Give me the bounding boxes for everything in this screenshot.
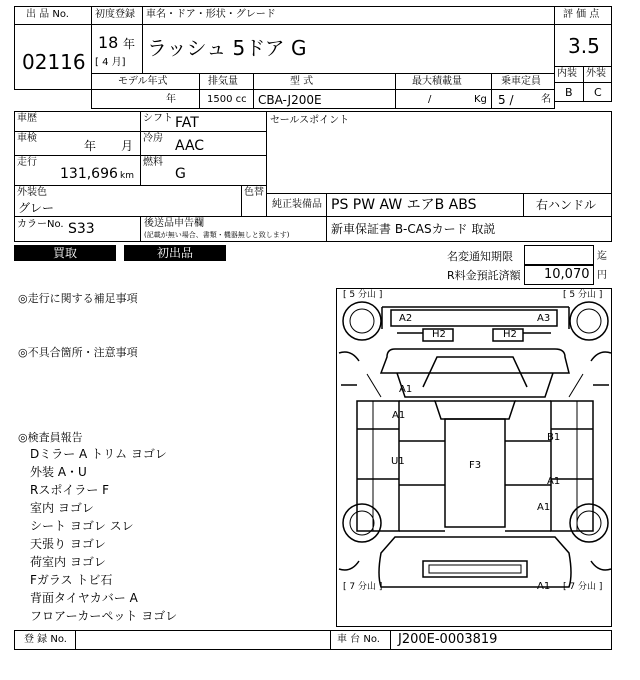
name-change-unit: 迄 [597,251,607,262]
color-label: 外装色 [17,187,47,198]
inspector-item: フロアーカーペット ヨゴレ [30,609,178,623]
displacement-value: 1500 cc [207,94,247,105]
repaint-label: 色替 [244,187,264,198]
capacity-value: 5 / [498,93,514,107]
registration-year: 18 [98,33,119,52]
inspector-item: 外装 A・U [30,465,87,479]
chassis-label: 車 台 No. [337,634,380,645]
shift-label: シフト [143,113,173,124]
lot-number: 02116 [22,50,86,74]
shift-value: FAT [175,115,199,131]
max-load-label: 最大積載量 [412,76,462,87]
chassis-number: J200E-0003819 [398,632,498,647]
recycle-value: 10,070 [544,267,590,282]
fuel-value: G [175,166,186,182]
mark-left-front-door: A1 [392,410,406,421]
mileage-value: 131,696 [60,166,118,182]
equipment-label: 純正装備品 [272,199,322,210]
roof-center [445,419,505,527]
mark-right-b1: B1 [547,432,561,443]
registration-month: [ 4 月] [95,57,126,68]
inspector-item: Dミラー A トリム ヨゴレ [30,447,167,461]
footer-row [14,630,612,650]
inspection-month: 月 [121,139,134,153]
score-label: 評 価 点 [563,9,600,20]
mark-roof-center: F3 [469,460,482,471]
exterior-label: 外装 [586,68,606,79]
mark-h2-left: H2 [432,329,446,340]
mark-roof-left: A2 [399,313,413,324]
reg-no-label: 登 録 No. [24,634,67,645]
car-diagram-frame [336,288,612,627]
tire-fl-label: [ 5 分山 ] [343,290,383,300]
exterior-grade: C [594,86,602,99]
tire-fr-label: [ 5 分山 ] [563,290,603,300]
car-name-label: 車名・ドア・形状・グレード [146,9,276,20]
tire-rr-label: [ 7 分山 ] [563,582,603,592]
mark-right-a1-upper: A1 [547,476,561,487]
declaration-note: (記載が無い場合、書類・機器無しと致します) [144,231,290,239]
color-no-value: S33 [68,221,95,237]
mark-left-rear-door: U1 [391,456,405,467]
inspector-item: 背面タイヤカバー A [30,591,138,605]
name-change-field [524,245,594,265]
inspector-item: Rスポイラー F [30,483,110,497]
history-label: 車歴 [17,113,37,124]
mileage-label: 走行 [17,157,37,168]
tire-rear-left [343,504,381,542]
roof-panel [391,310,557,326]
buy-button[interactable]: 買取 [14,245,116,261]
color-value: グレー [18,201,55,215]
interior-label: 内装 [557,68,577,79]
tire-rear-right [570,504,608,542]
sales-point-label: セールスポイント [270,115,350,126]
inspector-item: Fガラス トビ石 [30,573,113,587]
listing-button[interactable]: 初出品 [124,245,226,261]
handle-value: 右ハンドル [536,198,597,212]
inspector-item: シート ヨゴレ スレ [30,519,134,533]
mark-rear-a1: A1 [537,581,551,592]
tire-rl-label: [ 7 分山 ] [343,582,383,592]
tire-front-right [570,302,608,340]
equipment-value: PS PW AW エアB ABS [331,197,477,213]
registration-label: 初度登録 [95,9,135,20]
recycle-label: R料金預託済額 [447,269,521,282]
interior-grade: B [565,86,573,99]
driving-remarks-title: ◎走行に関する補足事項 [18,292,138,305]
hood-outline [381,349,569,373]
capacity-label: 乗車定員 [501,76,541,87]
inspection-year: 年 [84,139,97,153]
car-diagram [337,289,613,628]
max-load-value: / [428,94,432,105]
declaration-label: 後送品申告欄 [144,218,204,229]
recycle-unit: 円 [597,270,607,281]
fuel-label: 燃料 [143,157,163,168]
inspector-item: 室内 ヨゴレ [30,501,94,515]
model-code-value: CBA-J200E [258,93,322,107]
lot-number-label: 出 品 No. [26,9,69,20]
capacity-unit: 名 [541,94,551,105]
tire-front-left [343,302,381,340]
mark-pillar-a1: A1 [399,384,413,395]
name-change-label: 名変通知期限 [447,250,513,263]
inspector-item: 荷室内 ヨゴレ [30,555,106,569]
score-value: 3.5 [568,34,600,58]
displacement-label: 排気量 [208,76,238,87]
color-no-label: カラーNo. [17,219,64,230]
model-year-value: 年 [166,94,176,105]
color-no-box [14,216,612,242]
documents-value: 新車保証書 B-CASカード 取説 [331,222,496,236]
inspection-label: 車検 [17,133,37,144]
model-year-label: モデル年式 [118,76,168,87]
inspector-item: 天張り ヨゴレ [30,537,106,551]
max-load-unit: Kg [474,94,487,105]
rear-window [423,561,527,577]
rear-outline [379,537,571,587]
model-code-label: 型 式 [290,76,314,87]
aircon-label: 冷房 [143,133,163,144]
mark-roof-right: A3 [537,313,551,324]
registration-year-unit: 年 [123,37,136,51]
mark-right-a1-lower: A1 [537,502,551,513]
mark-h2-right: H2 [503,329,517,340]
inspector-report-title: ◎検査員報告 [18,431,83,444]
defect-remarks-title: ◎不具合箇所・注意事項 [18,346,138,359]
aircon-value: AAC [175,138,205,154]
car-name: ラッシュ 5ドア G [147,36,307,60]
mileage-unit: km [120,171,134,181]
